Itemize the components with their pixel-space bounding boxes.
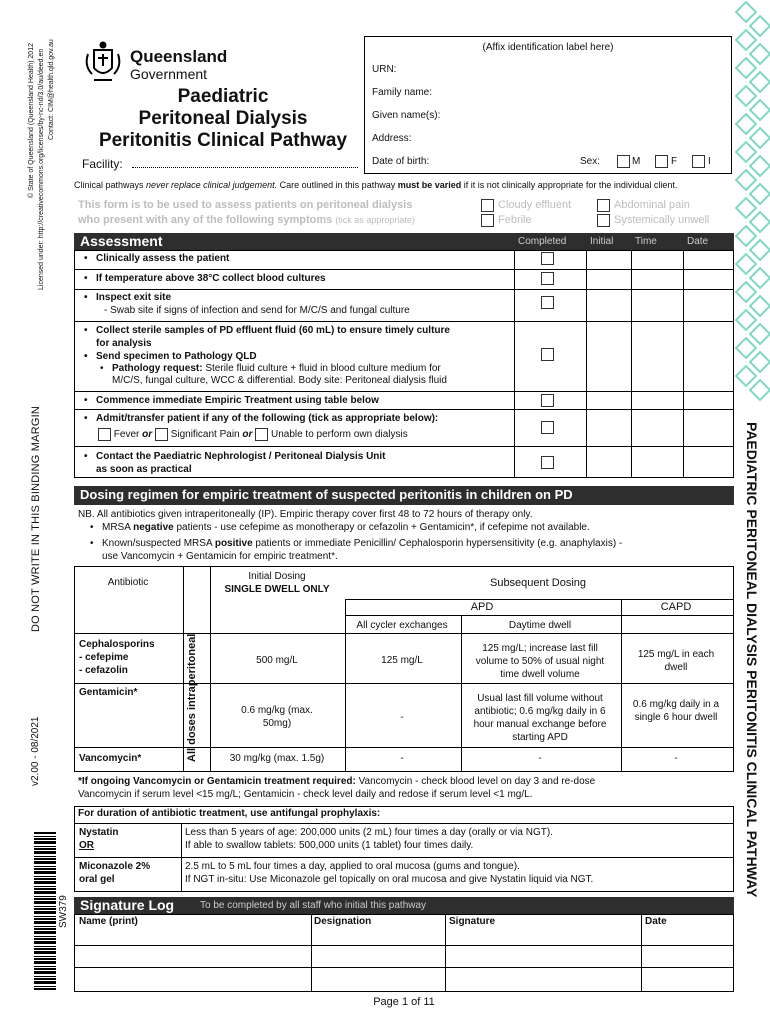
symptoms-intro: This form is to be used to assess patients on peritoneal dialysis who present with any of the following symptoms (tick as appropriate) xyxy=(78,199,415,226)
signature-title: Signature Log xyxy=(80,897,175,913)
row-cephalosporins-initial: 500 mg/L xyxy=(256,655,298,666)
binding-margin-note: DO NOT WRITE IN THIS BINDING MARGIN xyxy=(30,406,42,632)
pathology-request-cont: M/C/S, fungal culture, WCC & differential. Body site: Peritoneal dialysis fluid xyxy=(112,375,447,386)
assess-item-4: • Collect sterile samples of PD effluent fluid (60 mL) to ensure timely culture xyxy=(96,324,450,337)
abdominal-pain-label: Abdominal pain xyxy=(614,199,690,211)
patient-label-box[interactable] xyxy=(364,36,732,174)
disclaimer: Clinical pathways never replace clinical judgement. Care outlined in this pathway must be varied if it is not clinically appropriate for the individual client. xyxy=(74,180,678,190)
miconazole-name: Miconazole 2% oral gel xyxy=(79,861,151,885)
assess-item-8: • Contact the Paediatric Nephrologist / Peritoneal Dialysis Unit xyxy=(96,450,386,463)
assess-7-completed[interactable] xyxy=(541,456,554,469)
col-completed: Completed xyxy=(518,236,567,247)
assess-item-7: • Admit/transfer patient if any of the following (tick as appropriate below): xyxy=(96,413,438,424)
row-gentamicin-name: Gentamicin* xyxy=(79,687,138,698)
assess-item-2: • If temperature above 38°C collect blood cultures xyxy=(96,273,326,284)
significant-pain-checkbox[interactable] xyxy=(155,428,168,441)
signature-subtitle: To be completed by all staff who initial this pathway xyxy=(200,900,427,911)
contact-text: Contact: CIM@health.qld.gov.au xyxy=(48,39,55,140)
address-label: Address: xyxy=(372,133,412,144)
dosing-header xyxy=(74,486,734,505)
assess-6-completed[interactable] xyxy=(541,421,554,434)
sig-col-date: Date xyxy=(645,916,667,927)
dosing-bullet-1: MRSA negative patients - use cefepime as monotherapy or cefazolin + Gentamicin*, if cefepime not available. xyxy=(102,522,590,533)
cloudy-effluent-checkbox[interactable] xyxy=(481,199,494,212)
form-code: SW379 xyxy=(58,895,69,928)
assess-item-4-cont: for analysis xyxy=(96,338,152,349)
row-vancomycin-daytime: - xyxy=(538,753,542,764)
assess-4-completed[interactable] xyxy=(541,348,554,361)
systemically-unwell-checkbox[interactable] xyxy=(597,214,610,227)
coat-of-arms-icon xyxy=(80,40,126,86)
dosing-title: Dosing regimen for empiric treatment of suspected peritonitis in children on PD xyxy=(80,487,573,502)
col-time: Time xyxy=(635,236,657,247)
assess-item-5: • Send specimen to Pathology QLD xyxy=(96,350,450,363)
sex-i-label: I xyxy=(708,156,711,167)
pathology-request: • Pathology request: Sterile fluid culture + fluid in blood culture medium for xyxy=(112,363,447,375)
assess-5-completed[interactable] xyxy=(541,394,554,407)
row-vancomycin-capd: - xyxy=(674,753,678,764)
right-title: PAEDIATRIC PERITONEAL DIALYSIS PERITONITIS CLINICAL PATHWAY xyxy=(744,422,760,898)
sex-f-label: F xyxy=(671,156,678,167)
brand-line1: Queensland xyxy=(130,47,228,66)
assess-2-completed[interactable] xyxy=(541,272,554,285)
sex-i-checkbox[interactable] xyxy=(692,155,705,168)
unable-dialysis-checkbox[interactable] xyxy=(255,428,268,441)
sex-m-checkbox[interactable] xyxy=(617,155,630,168)
urn-label: URN: xyxy=(372,64,397,75)
row-gentamicin-capd: 0.6 mg/kg daily in a single 6 hour dwell xyxy=(632,699,720,723)
facility-label: Facility: xyxy=(82,157,123,171)
febrile-label: Febrile xyxy=(498,214,532,226)
dosing-footnote: *If ongoing Vancomycin or Gentamicin treatment required: Vancomycin - check blood level on day 3 and re-dose Vancomycin if serum level <15 mg/L; Gentamicin - check level daily and redose if serum level <1 mg/L. xyxy=(78,776,596,800)
assess-item-8-cont: as soon as practical xyxy=(96,464,192,475)
row-cephalosporins-cycler: 125 mg/L xyxy=(381,655,423,666)
dob-label: Date of birth: xyxy=(372,156,430,167)
col-daytime: Daytime dwell xyxy=(508,620,572,631)
row-cephalosporins-daytime: 125 mg/L; increase last fill volume to 50% of usual night time dwell volume xyxy=(475,643,605,680)
col-date: Date xyxy=(687,236,709,247)
signature-table xyxy=(74,914,734,992)
systemically-unwell-label: Systemically unwell xyxy=(614,214,710,226)
col-cycler: All cycler exchanges xyxy=(356,620,448,631)
febrile-checkbox[interactable] xyxy=(481,214,494,227)
page-number: Page 1 of 11 xyxy=(373,996,435,1008)
antifungal-title: For duration of antibiotic treatment, use antifungal prophylaxis: xyxy=(78,808,381,819)
col-capd: CAPD xyxy=(660,601,692,613)
row-cephalosporins-capd: 125 mg/L in each dwell xyxy=(637,649,715,673)
dosing-bullet-2: • Known/suspected MRSA positive patients or immediate Penicillin/ Cephalosporin hypersensitivity (e.g. anaphylaxis) - use Vancomycin + Gentamicin for empiric treatment*. xyxy=(102,537,622,563)
assess-1-completed[interactable] xyxy=(541,252,554,265)
assess-item-6: • Commence immediate Empiric Treatment using table below xyxy=(96,395,379,406)
row-vancomycin-initial: 30 mg/kg (max. 1.5g) xyxy=(229,753,325,764)
facility-field[interactable] xyxy=(132,167,358,168)
cloudy-effluent-label: Cloudy effluent xyxy=(498,199,572,211)
assess-item-1: • Clinically assess the patient xyxy=(96,253,229,264)
title-line1: Paediatric xyxy=(177,86,269,107)
title-line2: Peritoneal Dialysis xyxy=(138,108,308,129)
col-apd: APD xyxy=(470,601,494,613)
miconazole-dosing: 2.5 mL to 5 mL four times a day, applied to oral mucosa (gums and tongue). If NGT in-situ: Use Miconazole gel topically on oral mucosa and give Nystatin liquid via NGT. xyxy=(185,861,594,885)
sex-label: Sex: xyxy=(580,156,601,167)
logo xyxy=(80,40,126,86)
assess-3-completed[interactable] xyxy=(541,296,554,309)
title-line3: Peritonitis Clinical Pathway xyxy=(98,130,348,151)
version-text: v2.00 - 08/2021 xyxy=(30,716,41,786)
assess-item-3: • Inspect exit site xyxy=(96,292,171,303)
family-name-label: Family name: xyxy=(372,87,433,98)
nystatin-name: Nystatin OR xyxy=(79,827,119,851)
col-antibiotic: Antibiotic xyxy=(107,577,149,588)
signature-header xyxy=(74,897,734,914)
row-cephalosporins-name: Cephalosporins - cefepime - cefazolin xyxy=(79,639,155,676)
sig-col-name: Name (print) xyxy=(79,916,138,927)
assessment-header xyxy=(74,233,734,250)
sex-f-checkbox[interactable] xyxy=(655,155,668,168)
nystatin-dosing: Less than 5 years of age: 200,000 units (2 mL) four times a day (orally or via NGT). If able to swallow tablets: 500,000 units (1 tablet) four times daily. xyxy=(185,827,553,851)
abdominal-pain-checkbox[interactable] xyxy=(597,199,610,212)
row-gentamicin-daytime: Usual last fill volume without antibiotic; 0.6 mg/kg daily in 6 hour manual exchange before starting APD xyxy=(473,693,607,743)
dosing-nb: NB. All antibiotics given intraperitoneally (IP). Empiric therapy cover first 48 to 72 hours of therapy only. xyxy=(78,509,533,520)
col-initial: Initial xyxy=(590,236,614,247)
brand-line2: Government xyxy=(130,66,208,82)
license-text: Licensed under: http://creativecommons.org/licenses/by-nc-nd/3.0/au/deed.en xyxy=(38,48,45,290)
affix-label: (Affix identification label here) xyxy=(482,42,614,53)
row-gentamicin-initial: 0.6 mg/kg (max. 50mg) xyxy=(241,705,313,729)
sig-col-signature: Signature xyxy=(449,916,496,927)
admit-options: Fever or Significant Pain or Unable to perform own dialysis xyxy=(98,428,408,441)
row-vancomycin-cycler: - xyxy=(400,753,404,764)
row-vancomycin-name: Vancomycin* xyxy=(79,753,142,764)
given-name-label: Given name(s): xyxy=(372,110,441,121)
assessment-title: Assessment xyxy=(80,233,163,249)
assess-item-3-sub: - Swab site if signs of infection and send for M/C/S and fungal culture xyxy=(104,305,410,316)
copyright-text: © State of Queensland (Queensland Health) 2012 xyxy=(28,43,35,198)
col-subsequent: Subsequent Dosing xyxy=(489,577,586,589)
barcode xyxy=(34,832,56,990)
col-initial: Initial Dosing SINGLE DWELL ONLY xyxy=(224,571,330,595)
sig-col-designation: Designation xyxy=(314,916,372,927)
sex-m-label: M xyxy=(632,156,641,167)
row-gentamicin-cycler: - xyxy=(400,712,404,723)
all-doses-label: All doses intraperitoneal xyxy=(186,633,198,762)
fever-checkbox[interactable] xyxy=(98,428,111,441)
